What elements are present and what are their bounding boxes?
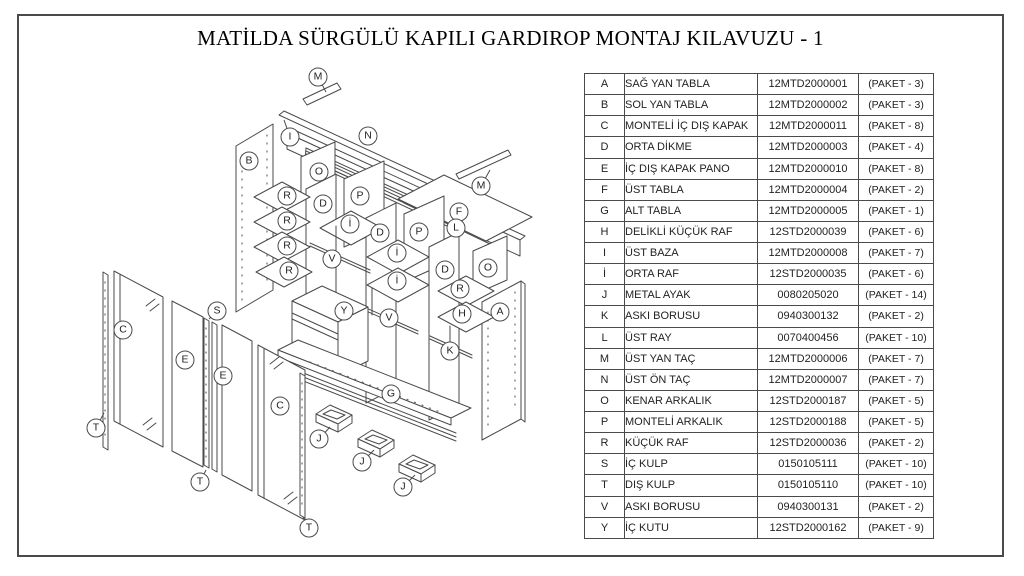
part-name-cell: DIŞ KULP — [625, 475, 758, 496]
part-code-cell: 12MTD2000010 — [758, 158, 859, 179]
part-package-cell: (PAKET - 2) — [859, 306, 934, 327]
part-code-cell: 12MTD2000008 — [758, 243, 859, 264]
part-name-cell: SOL YAN TABLA — [625, 95, 758, 116]
part-letter-cell: D — [585, 137, 625, 158]
part-label-K: K — [441, 342, 460, 361]
part-name-cell: KENAR ARKALIK — [625, 390, 758, 411]
part-letter-cell: P — [585, 412, 625, 433]
part-name-cell: ÜST RAY — [625, 327, 758, 348]
page-title: MATİLDA SÜRGÜLÜ KAPILI GARDIROP MONTAJ KILAVUZU - 1 — [197, 26, 824, 50]
part-letter-cell: E — [585, 158, 625, 179]
part-label-İ: İ — [341, 215, 360, 234]
part-label-J: J — [394, 478, 413, 497]
part-code-cell: 12MTD2000006 — [758, 348, 859, 369]
part-code-cell: 0940300132 — [758, 306, 859, 327]
part-label-D: D — [436, 261, 455, 280]
metal-legs-group — [316, 405, 435, 482]
part-code-cell: 12MTD2000005 — [758, 200, 859, 221]
part-code-cell: 0150105111 — [758, 454, 859, 475]
part-package-cell: (PAKET - 3) — [859, 95, 934, 116]
part-letter-cell: J — [585, 285, 625, 306]
part-label-T: T — [87, 419, 106, 438]
part-package-cell: (PAKET - 14) — [859, 285, 934, 306]
part-code-cell: 12STD2000035 — [758, 264, 859, 285]
table-row — [585, 390, 934, 411]
part-letter-cell: K — [585, 306, 625, 327]
part-label-I: I — [281, 128, 300, 147]
table-row — [585, 496, 934, 517]
part-name-cell: İÇ KUTU — [625, 517, 758, 538]
part-letter-cell: B — [585, 95, 625, 116]
part-label-V: V — [323, 250, 342, 269]
door-panels-group — [103, 271, 305, 520]
side-panel-a — [482, 281, 525, 440]
part-label-E: E — [176, 351, 195, 370]
part-package-cell: (PAKET - 10) — [859, 475, 934, 496]
part-label-G: G — [382, 385, 401, 404]
part-package-cell: (PAKET - 10) — [859, 327, 934, 348]
table-row — [585, 116, 934, 137]
part-package-cell: (PAKET - 1) — [859, 200, 934, 221]
table-row — [585, 327, 934, 348]
table-row — [585, 264, 934, 285]
table-row — [585, 200, 934, 221]
part-name-cell: MONTELİ ARKALIK — [625, 412, 758, 433]
part-label-P: P — [351, 187, 370, 206]
part-package-cell: (PAKET - 5) — [859, 390, 934, 411]
part-name-cell: ÜST YAN TAÇ — [625, 348, 758, 369]
part-letter-cell: G — [585, 200, 625, 221]
part-code-cell: 0150105110 — [758, 475, 859, 496]
part-package-cell: (PAKET - 9) — [859, 517, 934, 538]
table-row — [585, 74, 934, 95]
part-letter-cell: F — [585, 179, 625, 200]
leader-line — [325, 427, 330, 432]
part-label-İ: İ — [388, 272, 407, 291]
leader-line — [209, 317, 211, 319]
part-label-L: L — [447, 219, 466, 238]
leader-line — [485, 170, 490, 178]
table-row — [585, 306, 934, 327]
table-row — [585, 475, 934, 496]
part-label-A: A — [491, 303, 510, 322]
part-name-cell: ORTA DİKME — [625, 137, 758, 158]
part-letter-cell: O — [585, 390, 625, 411]
part-label-V: V — [380, 309, 399, 328]
part-code-cell: 12STD2000187 — [758, 390, 859, 411]
part-package-cell: (PAKET - 7) — [859, 369, 934, 390]
table-row — [585, 454, 934, 475]
table-row — [585, 137, 934, 158]
table-row — [585, 517, 934, 538]
part-label-J: J — [353, 453, 372, 472]
part-package-cell: (PAKET - 6) — [859, 264, 934, 285]
part-name-cell: DELİKLİ KÜÇÜK RAF — [625, 221, 758, 242]
part-label-E: E — [214, 367, 233, 386]
part-package-cell: (PAKET - 4) — [859, 137, 934, 158]
part-code-cell: 12STD2000162 — [758, 517, 859, 538]
part-label-R: R — [451, 280, 470, 299]
part-letter-cell: M — [585, 348, 625, 369]
part-code-cell: 12MTD2000001 — [758, 74, 859, 95]
table-row — [585, 221, 934, 242]
part-letter-cell: T — [585, 475, 625, 496]
part-name-cell: SAĞ YAN TABLA — [625, 74, 758, 95]
part-package-cell: (PAKET - 8) — [859, 116, 934, 137]
part-label-O: O — [310, 163, 329, 182]
part-name-cell: ALT TABLA — [625, 200, 758, 221]
part-letter-cell: A — [585, 74, 625, 95]
part-name-cell: ORTA RAF — [625, 264, 758, 285]
part-code-cell: 12STD2000188 — [758, 412, 859, 433]
part-package-cell: (PAKET - 5) — [859, 412, 934, 433]
part-package-cell: (PAKET - 2) — [859, 433, 934, 454]
part-name-cell: İÇ DIŞ KAPAK PANO — [625, 158, 758, 179]
part-package-cell: (PAKET - 3) — [859, 74, 934, 95]
part-letter-cell: R — [585, 433, 625, 454]
part-label-F: F — [450, 203, 469, 222]
part-name-cell: MONTELİ İÇ DIŞ KAPAK — [625, 116, 758, 137]
table-row — [585, 179, 934, 200]
table-row — [585, 243, 934, 264]
part-code-cell: 12STD2000039 — [758, 221, 859, 242]
table-row — [585, 348, 934, 369]
part-label-R: R — [280, 262, 299, 281]
part-label-M: M — [472, 177, 491, 196]
part-code-cell: 12MTD2000003 — [758, 137, 859, 158]
part-code-cell: 0940300131 — [758, 496, 859, 517]
part-label-J: J — [310, 430, 329, 449]
part-package-cell: (PAKET - 7) — [859, 348, 934, 369]
part-label-T: T — [191, 473, 210, 492]
part-letter-cell: N — [585, 369, 625, 390]
table-row — [585, 412, 934, 433]
part-letter-cell: H — [585, 221, 625, 242]
part-letter-cell: I — [585, 243, 625, 264]
parts-table — [584, 73, 934, 539]
part-label-R: R — [278, 237, 297, 256]
part-letter-cell: V — [585, 496, 625, 517]
part-letter-cell: S — [585, 454, 625, 475]
part-code-cell: 0080205020 — [758, 285, 859, 306]
part-label-H: H — [453, 305, 472, 324]
part-package-cell: (PAKET - 2) — [859, 496, 934, 517]
part-package-cell: (PAKET - 2) — [859, 179, 934, 200]
part-letter-cell: Y — [585, 517, 625, 538]
part-label-Y: Y — [335, 302, 354, 321]
table-row — [585, 95, 934, 116]
part-label-M: M — [309, 68, 328, 87]
part-label-P: P — [410, 223, 429, 242]
part-name-cell: KÜÇÜK RAF — [625, 433, 758, 454]
part-label-N: N — [359, 127, 378, 146]
leader-line — [284, 120, 287, 129]
part-code-cell: 0070400456 — [758, 327, 859, 348]
part-letter-cell: İ — [585, 264, 625, 285]
part-label-R: R — [278, 187, 297, 206]
leader-line — [204, 470, 206, 474]
part-package-cell: (PAKET - 10) — [859, 454, 934, 475]
part-code-cell: 12MTD2000007 — [758, 369, 859, 390]
part-name-cell: ÜST BAZA — [625, 243, 758, 264]
part-name-cell: İÇ KULP — [625, 454, 758, 475]
part-name-cell: METAL AYAK — [625, 285, 758, 306]
part-label-B: B — [240, 152, 259, 171]
part-package-cell: (PAKET - 6) — [859, 221, 934, 242]
part-label-D: D — [314, 195, 333, 214]
part-package-cell: (PAKET - 7) — [859, 243, 934, 264]
part-label-İ: İ — [388, 244, 407, 263]
part-package-cell: (PAKET - 8) — [859, 158, 934, 179]
table-row — [585, 433, 934, 454]
table-row — [585, 369, 934, 390]
part-name-cell: ÜST ÖN TAÇ — [625, 369, 758, 390]
part-label-C: C — [114, 321, 133, 340]
part-label-S: S — [208, 302, 227, 321]
part-letter-cell: L — [585, 327, 625, 348]
part-name-cell: ASKI BORUSU — [625, 306, 758, 327]
part-label-R: R — [278, 212, 297, 231]
table-row — [585, 285, 934, 306]
part-label-T: T — [300, 519, 319, 538]
part-code-cell: 12MTD2000002 — [758, 95, 859, 116]
part-code-cell: 12MTD2000011 — [758, 116, 859, 137]
part-label-O: O — [479, 259, 498, 278]
part-name-cell: ASKI BORUSU — [625, 496, 758, 517]
part-label-C: C — [271, 397, 290, 416]
part-code-cell: 12MTD2000004 — [758, 179, 859, 200]
part-letter-cell: C — [585, 116, 625, 137]
table-row — [585, 158, 934, 179]
part-label-D: D — [371, 224, 390, 243]
part-code-cell: 12STD2000036 — [758, 433, 859, 454]
part-name-cell: ÜST TABLA — [625, 179, 758, 200]
